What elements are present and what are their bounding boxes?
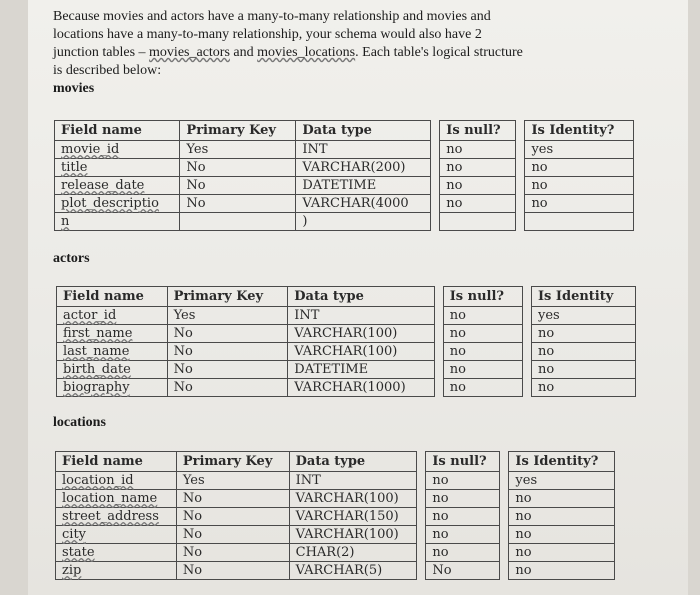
is-identity-cell: no	[509, 562, 615, 580]
primary-key-cell: No	[167, 361, 288, 379]
intro-line: is described below:	[53, 63, 162, 78]
is-null-cell: no	[426, 508, 500, 526]
is-identity-cell: no	[525, 177, 634, 195]
column-gap	[434, 343, 443, 361]
field-name-cell: zip	[56, 562, 177, 580]
header-is-identity: Is Identity?	[509, 452, 615, 472]
junction-table-name: movies_actors	[149, 45, 230, 60]
locations-label: locations	[53, 415, 106, 430]
field-name-cell: location_id	[56, 472, 177, 490]
is-identity-cell: no	[531, 361, 635, 379]
is-identity-cell: no	[531, 325, 635, 343]
field-name-cell: actor_id	[57, 307, 168, 325]
primary-key-cell	[180, 213, 296, 231]
is-identity-cell: yes	[509, 472, 615, 490]
column-gap	[522, 307, 531, 325]
primary-key-cell: No	[167, 379, 288, 397]
column-gap	[431, 213, 440, 231]
table-row	[56, 526, 615, 544]
header-data-type: Data type	[296, 121, 431, 141]
is-null-cell	[440, 213, 516, 231]
data-type-cell: VARCHAR(100)	[288, 343, 434, 361]
column-gap	[434, 361, 443, 379]
primary-key-cell: No	[180, 159, 296, 177]
column-gap	[431, 177, 440, 195]
table-row	[56, 490, 615, 508]
primary-key-cell: Yes	[180, 141, 296, 159]
header-is-null: Is null?	[443, 287, 522, 307]
column-gap	[434, 307, 443, 325]
column-gap	[516, 121, 525, 141]
data-type-cell: CHAR(2)	[289, 544, 417, 562]
column-gap	[431, 195, 440, 213]
column-gap	[431, 121, 440, 141]
table-header-row	[57, 287, 636, 307]
primary-key-cell: No	[176, 562, 289, 580]
table-row	[57, 325, 636, 343]
intro-text: and	[229, 45, 258, 60]
header-primary-key: Primary Key	[176, 452, 289, 472]
table-row	[55, 159, 634, 177]
column-gap	[417, 508, 426, 526]
locations-table-body	[56, 452, 615, 580]
is-identity-cell: no	[509, 544, 615, 562]
field-name-cell: birth_date	[57, 361, 168, 379]
header-data-type: Data type	[288, 287, 434, 307]
column-gap	[434, 379, 443, 397]
is-null-cell: no	[426, 544, 500, 562]
data-type-cell: INT	[296, 141, 431, 159]
field-name-cell: biography	[57, 379, 168, 397]
table-header-row	[55, 121, 634, 141]
intro-line: locations have a many-to-many relationship, your schema would also have 2	[53, 27, 482, 42]
column-gap	[500, 452, 509, 472]
data-type-cell: VARCHAR(4000	[296, 195, 431, 213]
table-row	[56, 562, 615, 580]
is-identity-cell: no	[531, 343, 635, 361]
column-gap	[522, 287, 531, 307]
is-identity-cell: no	[509, 508, 615, 526]
junction-table-name: movies_locations	[257, 45, 356, 60]
is-identity-cell: yes	[531, 307, 635, 325]
column-gap	[417, 526, 426, 544]
primary-key-cell: Yes	[176, 472, 289, 490]
header-primary-key: Primary Key	[167, 287, 288, 307]
column-gap	[522, 325, 531, 343]
table-row-wrap	[55, 213, 634, 231]
header-is-identity: Is Identity?	[525, 121, 634, 141]
data-type-cell: VARCHAR(1000)	[288, 379, 434, 397]
column-gap	[500, 544, 509, 562]
primary-key-cell: No	[176, 526, 289, 544]
column-gap	[431, 141, 440, 159]
data-type-cell: VARCHAR(100)	[289, 526, 417, 544]
is-null-cell: no	[440, 159, 516, 177]
is-null-cell: no	[426, 472, 500, 490]
is-identity-cell: no	[509, 526, 615, 544]
column-gap	[522, 343, 531, 361]
is-null-cell: no	[426, 490, 500, 508]
intro-line	[53, 44, 623, 62]
header-is-identity: Is Identity	[531, 287, 635, 307]
data-type-cell: VARCHAR(150)	[289, 508, 417, 526]
table-row	[55, 177, 634, 195]
movies-table-body	[55, 121, 634, 231]
primary-key-cell: No	[176, 490, 289, 508]
column-gap	[516, 195, 525, 213]
field-name-cell: location_name	[56, 490, 177, 508]
header-is-null: Is null?	[440, 121, 516, 141]
primary-key-cell: No	[176, 544, 289, 562]
table-header-row	[56, 452, 615, 472]
column-gap	[417, 452, 426, 472]
actors-table	[56, 286, 636, 397]
data-type-cell: VARCHAR(5)	[289, 562, 417, 580]
primary-key-cell: No	[180, 195, 296, 213]
is-null-cell: no	[440, 177, 516, 195]
table-row	[55, 195, 634, 213]
column-gap	[417, 544, 426, 562]
is-identity-cell: no	[525, 159, 634, 177]
intro-line: Because movies and actors have a many-to-many relationship and movies and	[53, 9, 491, 24]
data-type-cell: INT	[288, 307, 434, 325]
header-field-name: Field name	[56, 452, 177, 472]
header-data-type: Data type	[289, 452, 417, 472]
column-gap	[500, 562, 509, 580]
is-null-cell: no	[443, 379, 522, 397]
is-identity-cell: no	[525, 195, 634, 213]
data-type-cell: INT	[289, 472, 417, 490]
movies-label: movies	[53, 81, 95, 96]
data-type-wrap: )	[296, 213, 431, 231]
table-row	[56, 544, 615, 562]
movies-table	[54, 120, 634, 231]
table-row	[55, 141, 634, 159]
table-row	[56, 508, 615, 526]
field-name-wrap: n	[55, 213, 180, 231]
field-name-cell: city	[56, 526, 177, 544]
locations-table	[55, 451, 615, 580]
primary-key-cell: No	[167, 343, 288, 361]
column-gap	[522, 361, 531, 379]
intro-text: junction tables –	[53, 45, 150, 60]
is-null-cell: no	[443, 307, 522, 325]
table-row	[57, 361, 636, 379]
column-gap	[516, 177, 525, 195]
actors-table-body	[57, 287, 636, 397]
field-name-cell: plot_descriptio	[55, 195, 180, 213]
field-name-cell: street_address	[56, 508, 177, 526]
column-gap	[434, 287, 443, 307]
is-identity-cell: yes	[525, 141, 634, 159]
data-type-cell: DATETIME	[288, 361, 434, 379]
column-gap	[434, 325, 443, 343]
column-gap	[516, 213, 525, 231]
intro-text: . Each table's logical structure	[355, 45, 523, 60]
primary-key-cell: No	[180, 177, 296, 195]
table-row	[57, 343, 636, 361]
field-name-cell: release_date	[55, 177, 180, 195]
field-name-cell: state	[56, 544, 177, 562]
is-null-cell: no	[440, 141, 516, 159]
header-field-name: Field name	[57, 287, 168, 307]
header-is-null: Is null?	[426, 452, 500, 472]
data-type-cell: VARCHAR(100)	[289, 490, 417, 508]
column-gap	[522, 379, 531, 397]
is-null-cell: no	[426, 526, 500, 544]
is-null-cell: No	[426, 562, 500, 580]
column-gap	[417, 490, 426, 508]
column-gap	[417, 472, 426, 490]
field-name-cell: last_name	[57, 343, 168, 361]
field-name-cell: movie_id	[55, 141, 180, 159]
table-row	[56, 472, 615, 490]
data-type-cell: DATETIME	[296, 177, 431, 195]
table-row	[57, 307, 636, 325]
is-null-cell: no	[440, 195, 516, 213]
column-gap	[431, 159, 440, 177]
primary-key-cell: Yes	[167, 307, 288, 325]
is-null-cell: no	[443, 343, 522, 361]
is-identity-cell	[525, 213, 634, 231]
is-identity-cell: no	[509, 490, 615, 508]
field-name-cell: first_name	[57, 325, 168, 343]
column-gap	[500, 490, 509, 508]
header-field-name: Field name	[55, 121, 180, 141]
data-type-cell: VARCHAR(100)	[288, 325, 434, 343]
data-type-cell: VARCHAR(200)	[296, 159, 431, 177]
intro-paragraph	[53, 8, 623, 98]
column-gap	[417, 562, 426, 580]
column-gap	[500, 508, 509, 526]
actors-label: actors	[53, 251, 90, 266]
column-gap	[500, 472, 509, 490]
column-gap	[516, 141, 525, 159]
primary-key-cell: No	[176, 508, 289, 526]
field-name-cell: title	[55, 159, 180, 177]
is-null-cell: no	[443, 361, 522, 379]
is-identity-cell: no	[531, 379, 635, 397]
header-primary-key: Primary Key	[180, 121, 296, 141]
is-null-cell: no	[443, 325, 522, 343]
column-gap	[500, 526, 509, 544]
table-row	[57, 379, 636, 397]
column-gap	[516, 159, 525, 177]
primary-key-cell: No	[167, 325, 288, 343]
